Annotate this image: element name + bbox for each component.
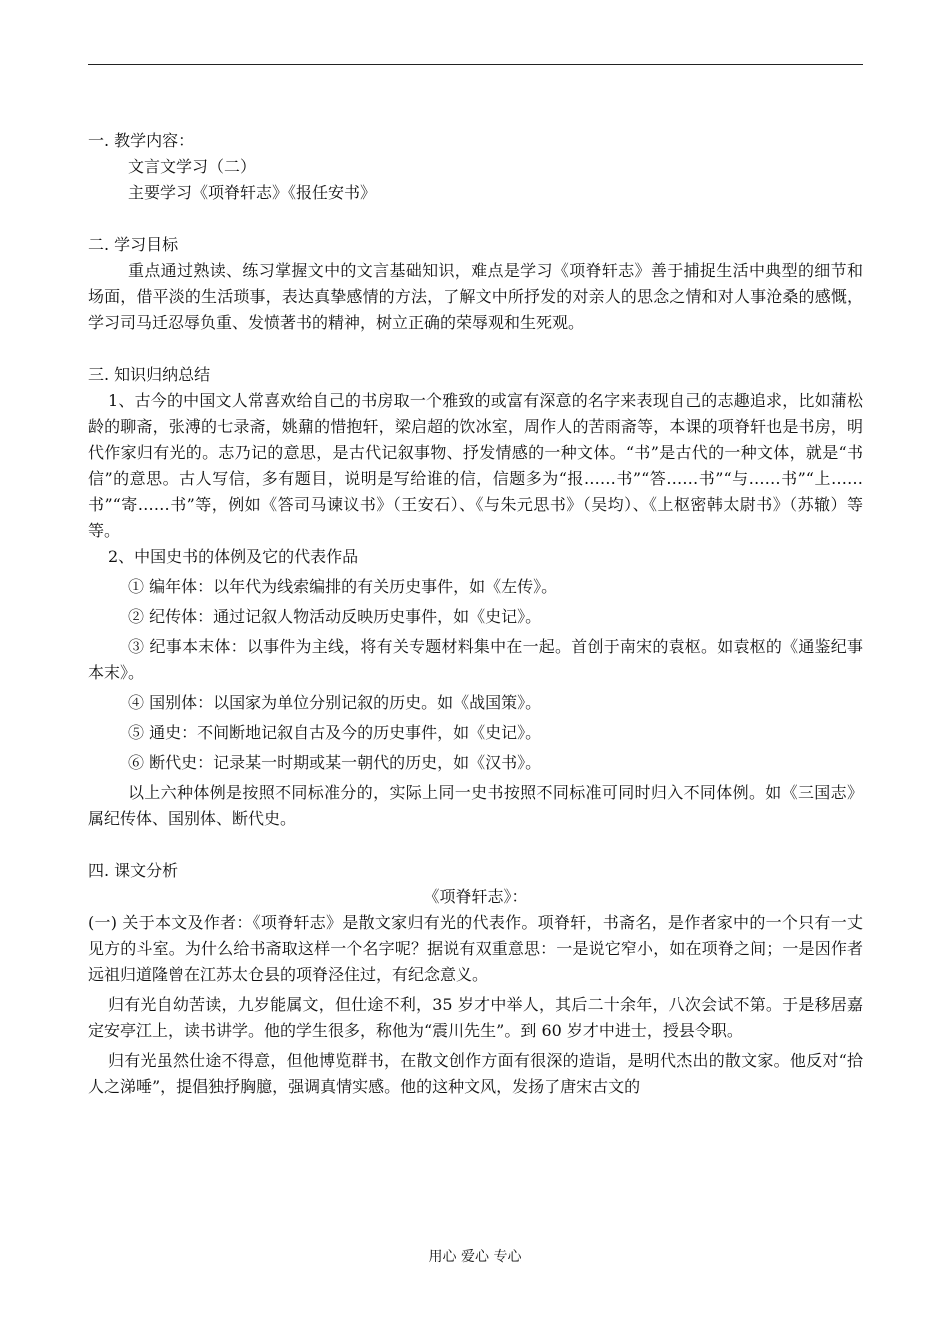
section-1-line-2: 主要学习《项脊轩志》《报任安书》	[128, 183, 377, 202]
section-4-paragraph-3: 归有光虽然仕途不得意，但他博览群书，在散文创作方面有很深的造诣，是明代杰出的散文家。他反对“拾人之涕唾”，提倡独抒胸臆，强调真情实感。他的这种文风，发扬了唐宋古文的	[88, 1051, 863, 1096]
section-3-heading: 三. 知识归纳总结	[88, 365, 211, 384]
list-item: ⑤ 通史：不间断地记叙自古及今的历史事件，如《史记》。	[128, 723, 542, 742]
list-item: ④ 国别体：以国家为单位分别记叙的历史。如《战国策》。	[128, 693, 542, 712]
list-item: ③ 纪事本末体：以事件为主线，将有关专题材料集中在一起。首创于南宋的袁枢。如袁枢的《通鉴纪事本末》。	[88, 637, 863, 682]
section-3-paragraph-3: 以上六种体例是按照不同标准分的，实际上同一史书按照不同标准可同时归入不同体例。如《三国志》属纪传体、国别体、断代史。	[88, 783, 863, 828]
text-title: 《项脊轩志》：	[423, 887, 528, 906]
section-1-heading: 一. 教学内容：	[88, 131, 195, 150]
list-item: ⑥ 断代史：记录某一时期或某一朝代的历史，如《汉书》。	[128, 753, 542, 772]
section-3-paragraph-2: 2、中国史书的体例及它的代表作品	[108, 547, 359, 566]
page-footer: 用心 爱心 专心	[428, 1249, 522, 1265]
section-3-paragraph-1: 1、古今的中国文人常喜欢给自己的书房取一个雅致的或富有深意的名字来表现自己的志趣追求，比如蒲松龄的聊斋，张溥的七录斋，姚鼐的惜抱轩，梁启超的饮冰室，周作人的苦雨斋等，本课的项脊轩也是书房，明代作家归有光的。志乃记的意思，是古代记叙事物、抒发情感的一种文体。“书”是古代的一种文体，就是“书信”的意思。古人写信，多有题目，说明是写给谁的信，信题多为“报……书”“答……书”“与……书”“上……书”“寄……书”等，例如《答司马谏议书》（王安石）、《与朱元思书》（吴均）、《上枢密韩太尉书》（苏辙）等等。	[88, 391, 863, 540]
section-2-paragraph: 重点通过熟读、练习掌握文中的文言基础知识，难点是学习《项脊轩志》善于捕捉生活中典型的细节和场面，借平淡的生活琐事，表达真挚感情的方法，了解文中所抒发的对亲人的思念之情和对人事沧桑的感慨，学习司马迁忍辱负重、发愤著书的精神，树立正确的荣辱观和生死观。	[88, 261, 863, 332]
document-body	[88, 128, 863, 1100]
section-1-line-1: 文言文学习（二）	[128, 157, 257, 176]
header-rule	[88, 64, 863, 65]
section-4-paragraph-2: 归有光自幼苦读，九岁能属文，但仕途不利，35 岁才中举人，其后二十余年，八次会试不第。于是移居嘉定安亭江上，读书讲学。他的学生很多，称他为“震川先生”。到 60 岁才中进士，授县令职。	[88, 995, 863, 1040]
list-item: ① 编年体：以年代为线索编排的有关历史事件，如《左传》。	[128, 577, 558, 596]
list-item: ② 纪传体：通过记叙人物活动反映历史事件，如《史记》。	[128, 607, 542, 626]
section-4-heading: 四. 课文分析	[88, 861, 179, 880]
section-4-paragraph-1: (一) 关于本文及作者：《项脊轩志》是散文家归有光的代表作。项脊轩，书斋名，是作者家中的一个只有一丈见方的斗室。为什么给书斋取这样一个名字呢？据说有双重意思：一是说它窄小，如在项脊之间；一是因作者远祖归道隆曾在江苏太仓县的项脊泾住过，有纪念意义。	[88, 913, 863, 984]
section-2-heading: 二. 学习目标	[88, 235, 179, 254]
